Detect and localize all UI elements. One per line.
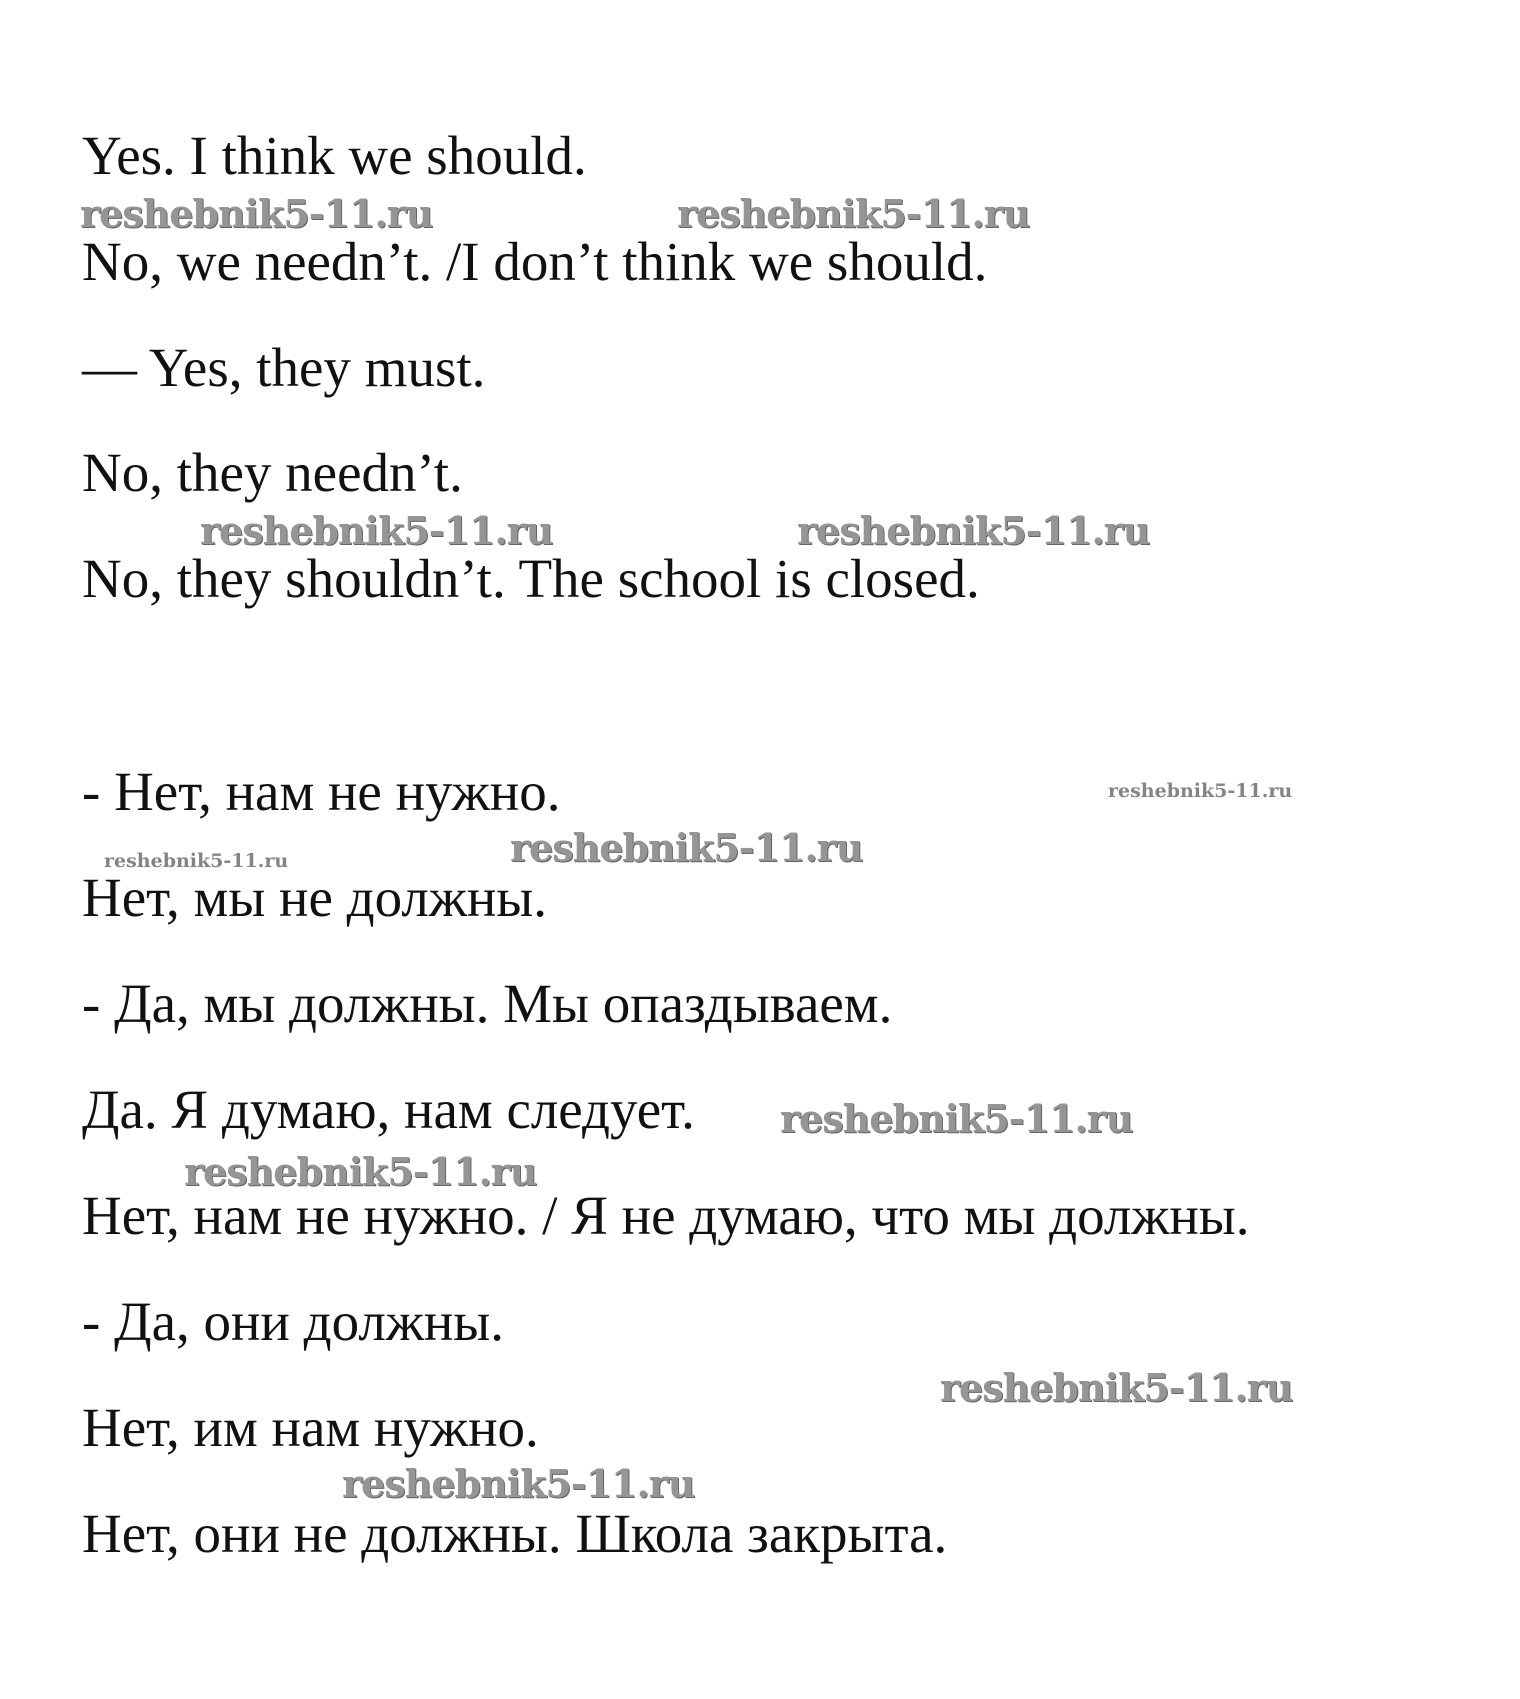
text-line: Нет, они не должны. Школа закрыта.	[82, 1503, 948, 1564]
watermark: reshebnik5-11.ru	[104, 850, 289, 872]
watermark: reshebnik5-11.ru	[342, 1461, 695, 1506]
watermark: reshebnik5-11.ru	[200, 508, 553, 553]
text-line: No, they shouldn’t. The school is closed.	[82, 548, 980, 609]
text-line: Нет, им нам нужно.	[82, 1397, 539, 1458]
text-line: - Нет, нам не нужно.	[82, 761, 561, 822]
text-line: Нет, мы не должны.	[82, 867, 547, 928]
watermark: reshebnik5-11.ru	[1108, 780, 1293, 802]
watermark: reshebnik5-11.ru	[797, 508, 1150, 553]
watermark: reshebnik5-11.ru	[80, 191, 433, 236]
watermark: reshebnik5-11.ru	[184, 1149, 537, 1194]
text-line: No, they needn’t.	[82, 442, 463, 503]
text-line: - Да, мы должны. Мы опаздываем.	[82, 973, 893, 1034]
text-line: - Да, они должны.	[82, 1291, 504, 1352]
watermark: reshebnik5-11.ru	[510, 825, 863, 870]
watermark: reshebnik5-11.ru	[780, 1096, 1133, 1141]
watermark: reshebnik5-11.ru	[677, 191, 1030, 236]
watermark: reshebnik5-11.ru	[940, 1365, 1293, 1410]
text-line: Нет, нам не нужно. / Я не думаю, что мы должны.	[82, 1185, 1250, 1246]
text-line: Yes. I think we should.	[82, 125, 587, 186]
text-line: No, we needn’t. /I don’t think we should.	[82, 231, 988, 292]
text-line: — Yes, they must.	[82, 337, 486, 398]
text-line: Да. Я думаю, нам следует.	[82, 1079, 695, 1140]
